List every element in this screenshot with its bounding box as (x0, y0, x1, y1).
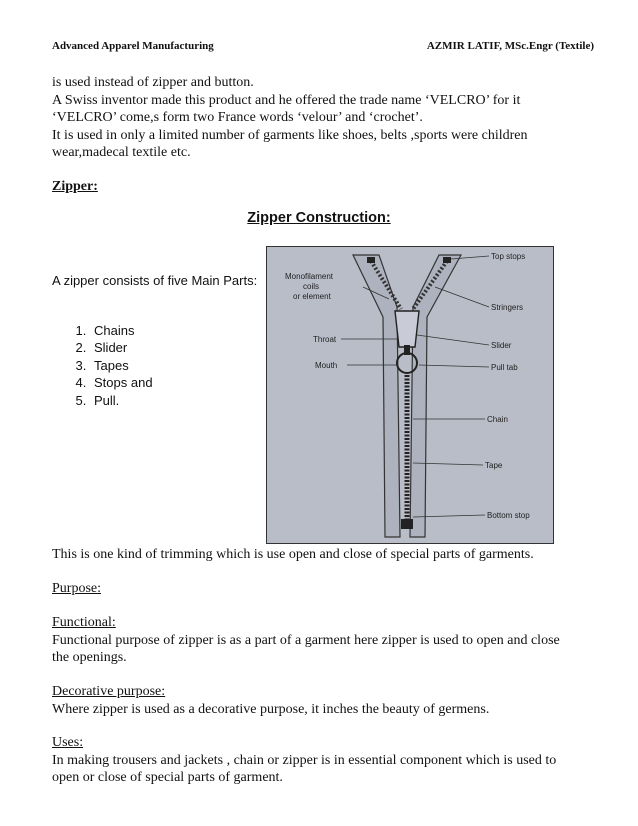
zipper-heading: Zipper: (52, 179, 98, 194)
list-item: 2. Slider (90, 339, 153, 356)
zipper-diagram-svg (267, 247, 553, 543)
intro-line: It is used in only a limited number of garments like shoes, belts ,sports were children (52, 127, 528, 143)
list-item: 4. Stops and (90, 374, 153, 391)
label-chain: Chain (487, 415, 508, 424)
decorative-text: Where zipper is used as a decorative purpose, it inches the beauty of germens. (52, 701, 490, 717)
uses-heading: Uses: (52, 735, 84, 750)
uses-section (52, 734, 597, 787)
label-throat: Throat (313, 335, 337, 344)
parts-list (52, 322, 153, 409)
running-header-right: AZMIR LATIF, MSc.Engr (Textile) (426, 40, 594, 52)
label-stringers: Stringers (491, 303, 524, 312)
intro-line: wear,madecal textile etc. (52, 145, 191, 160)
decorative-heading: Decorative purpose: (52, 684, 166, 699)
label-pull-tab: Pull tab (491, 363, 518, 372)
label-bottom-stop: Bottom stop (487, 511, 530, 520)
label-tape: Tape (485, 461, 503, 470)
intro-line: is used instead of zipper and button. (52, 75, 254, 90)
zipper-diagram (266, 246, 554, 544)
top-stop-right (443, 257, 451, 263)
parts-intro: A zipper consists of five Main Parts: (52, 273, 258, 288)
bottom-stop (401, 519, 413, 529)
functional-text: the openings. (52, 650, 127, 665)
label-coils: coils (303, 282, 320, 291)
right-tape (410, 255, 461, 537)
label-top-stops: Top stops (491, 252, 526, 261)
label-mouth: Mouth (315, 361, 338, 370)
label-element: or element (293, 292, 331, 301)
pull-tab-neck (404, 345, 410, 355)
label-slider: Slider (491, 341, 512, 350)
intro-paragraph (52, 74, 597, 162)
uses-text: In making trousers and jackets , chain or zipper is in essential component which is used to (52, 752, 557, 768)
list-item: 3. Tapes (90, 357, 153, 374)
functional-heading: Functional: (52, 615, 116, 630)
top-stop-left (367, 257, 375, 263)
trimming-text: This is one kind of trimming which is use open and close of special parts of garments. (52, 547, 534, 562)
list-item: 5. Pull. (90, 392, 153, 409)
construction-title: Zipper Construction: (247, 210, 391, 226)
purpose-heading: Purpose: (52, 581, 101, 596)
intro-line: ‘VELCRO’ come,s form two France words ‘velour’ and ‘crochet’. (52, 110, 423, 125)
functional-section (52, 614, 597, 667)
slider (395, 311, 419, 347)
intro-line: A Swiss inventor made this product and he offered the trade name ‘VELCRO’ for it (52, 92, 521, 108)
decorative-section (52, 683, 597, 718)
functional-text: Functional purpose of zipper is as a part of a garment here zipper is used to open and close (52, 632, 560, 648)
left-tape (353, 255, 400, 537)
list-item: 1. Chains (90, 322, 153, 339)
uses-text: open or close of special parts of garment. (52, 770, 283, 785)
running-header-left: Advanced Apparel Manufacturing (52, 40, 214, 52)
label-monofilament: Monofilament (285, 272, 334, 281)
